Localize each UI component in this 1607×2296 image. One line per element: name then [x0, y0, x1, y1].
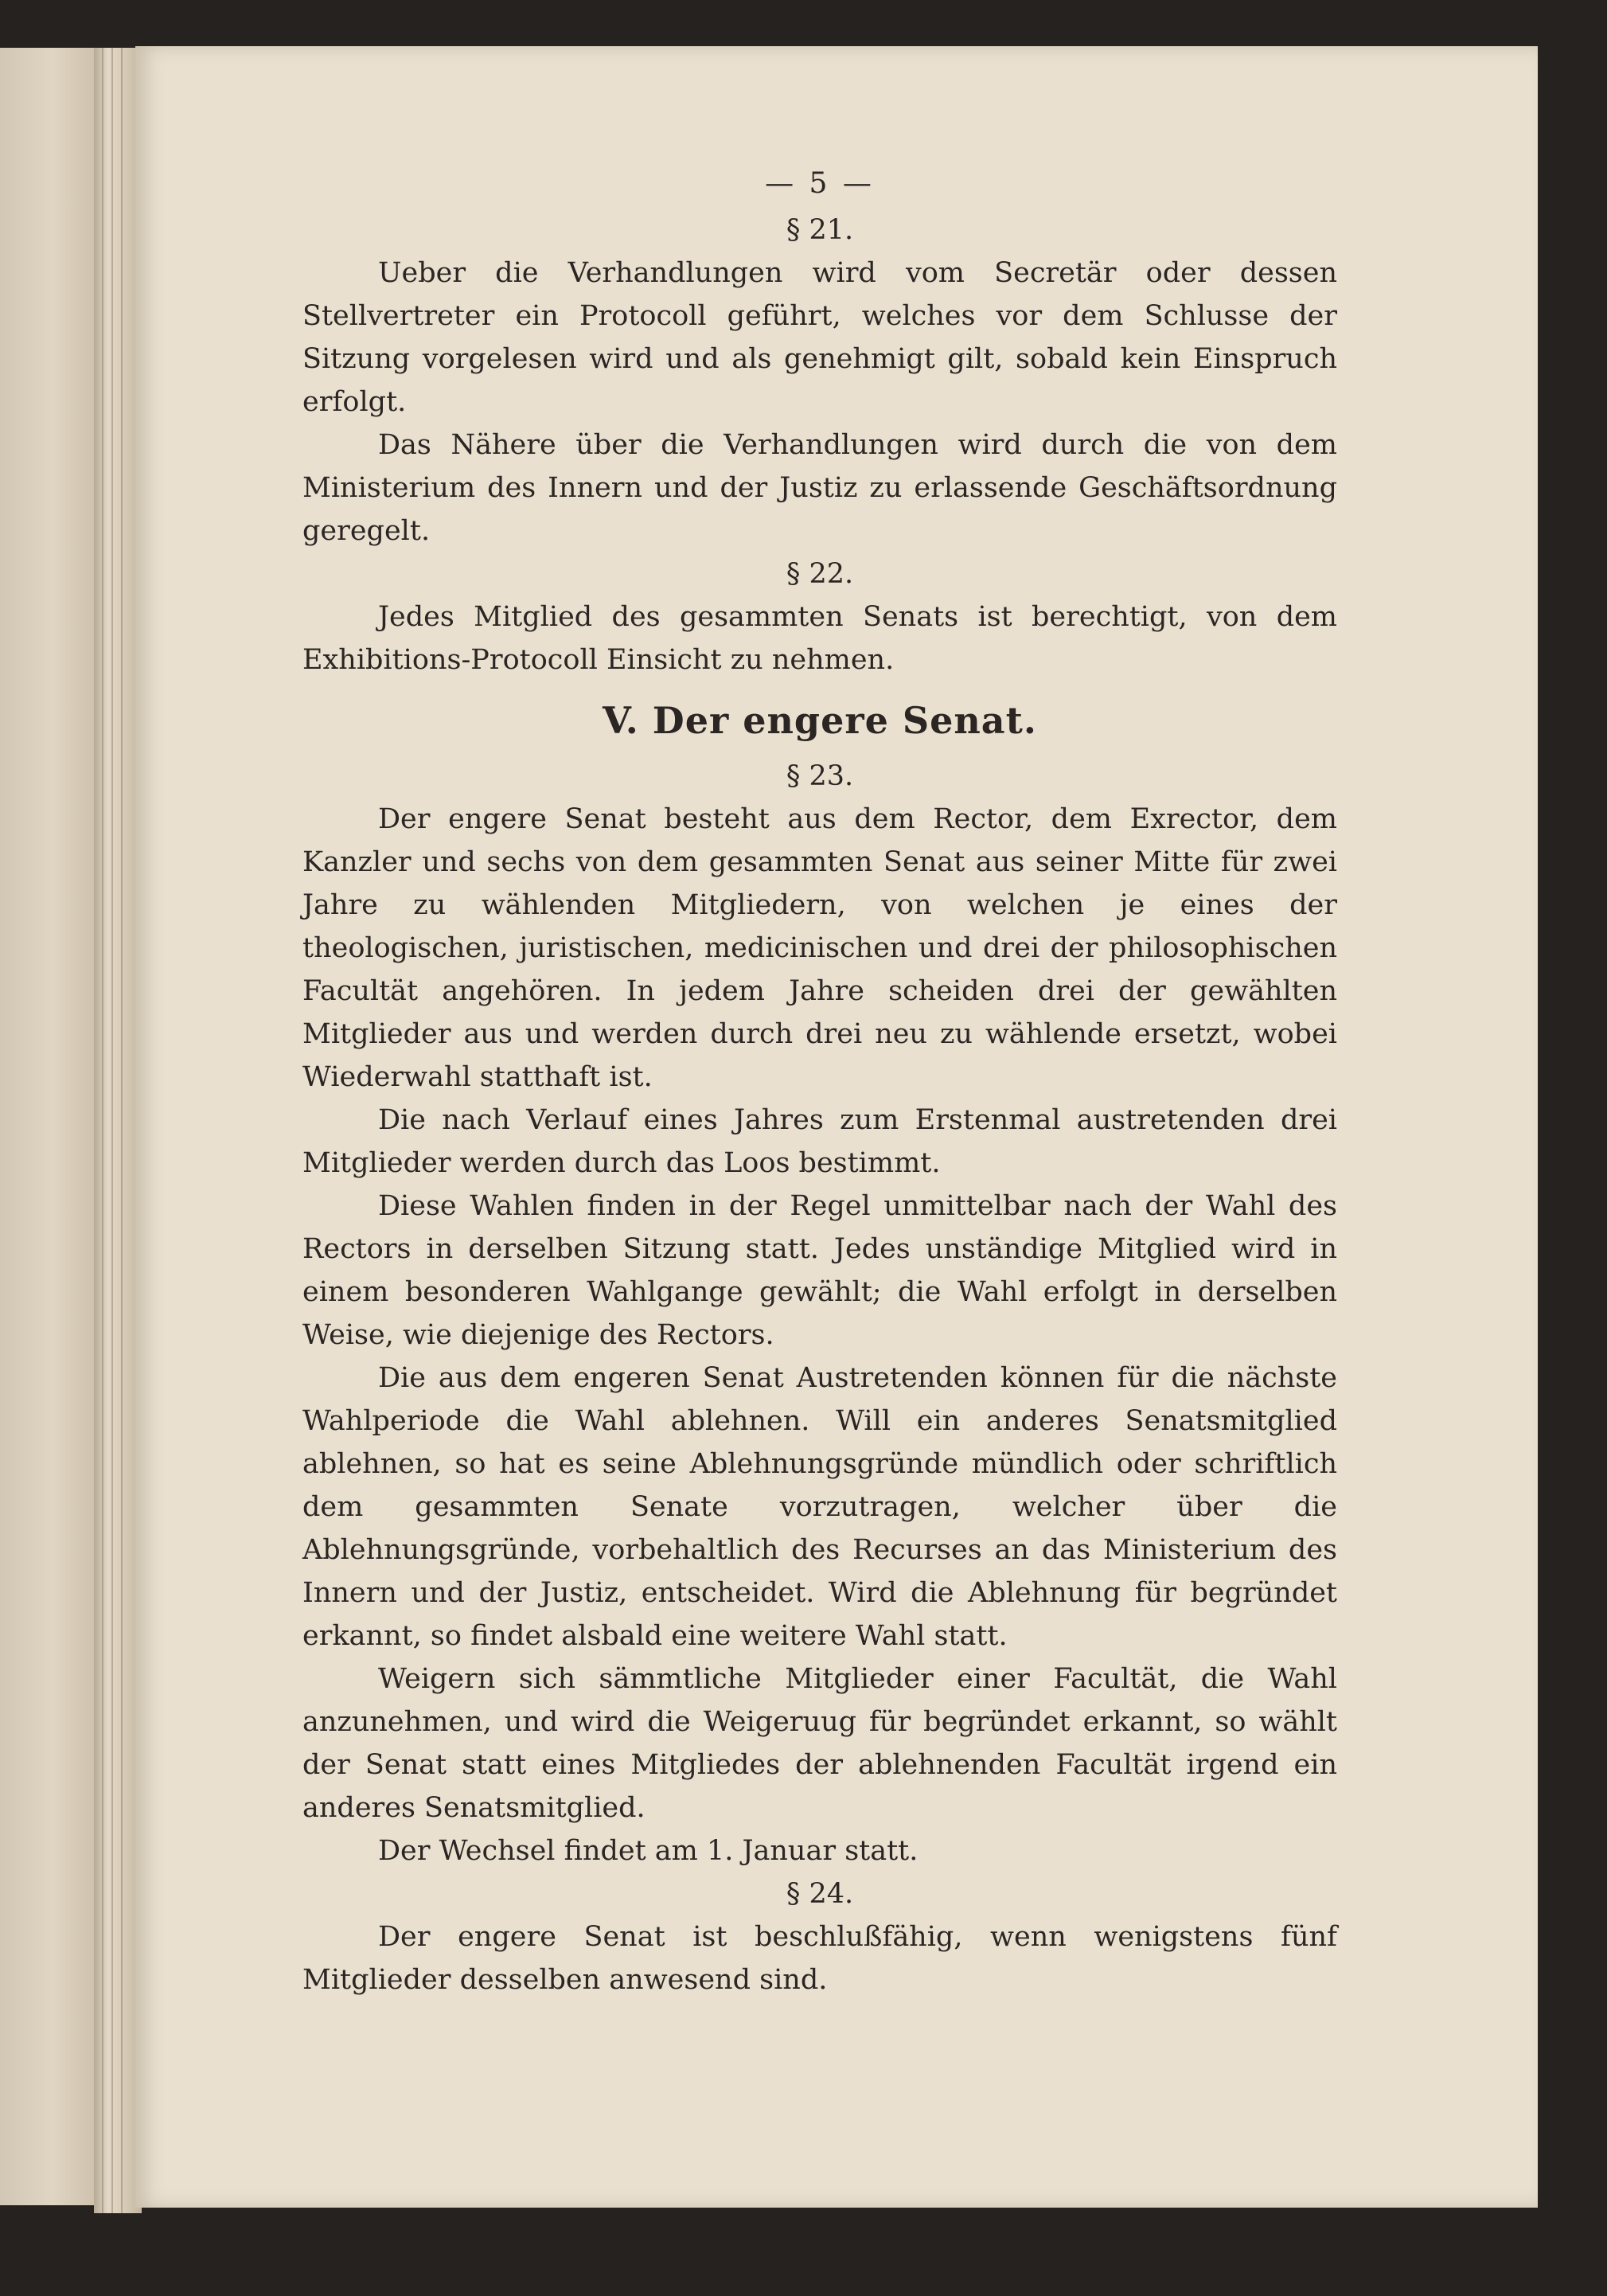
paragraph: Der engere Senat besteht aus dem Rector, dem Exrector, dem Kanzler und sechs von dem gesammten Senat aus seiner Mitte für zwei Jahre zu wählenden Mitgliedern, von welchen je eines der theologischen, juristischen, medicinischen und drei der philosophischen Facultät angehören. In jedem Jahre scheiden drei der gewählten Mitglieder aus und werden durch drei neu zu wählende ersetzt, wobei Wiederwahl statthaft ist. [302, 803, 1337, 1093]
paragraph: Das Nähere über die Verhandlungen wird durch die von dem Ministerium des Innern und der Justiz zu erlassende Geschäftsordnung geregelt. [302, 429, 1337, 547]
paragraph: Weigern sich sämmtliche Mitglieder einer Facultät, die Wahl anzunehmen, und wird die Weigeruug für begründet erkannt, so wählt der Senat statt eines Mitgliedes der ablehnenden Facultät irgend ein anderes Senatsmitglied. [302, 1663, 1337, 1824]
section-24 [302, 1872, 1337, 2001]
section-heading: § 21. [786, 214, 854, 246]
paragraph: Diese Wahlen finden in der Regel unmittelbar nach der Wahl des Rectors in derselben Sitzung statt. Jedes unständige Mitglied wird in einem besonderen Wahlgange gewählt; die Wahl erfolgt in derselben Weise, wie diejenige des Rectors. [302, 1190, 1337, 1351]
gutter-line [111, 48, 113, 2213]
section-heading: § 23. [786, 760, 854, 792]
page-text [302, 159, 1337, 2001]
left-page-edge [0, 48, 94, 2205]
section-heading: § 22. [786, 558, 854, 590]
section-22 [302, 553, 1337, 681]
paragraph: Jedes Mitglied des gesammten Senats ist berechtigt, von dem Exhibitions-Protocoll Einsicht zu nehmen. [302, 601, 1337, 676]
paragraph: Die aus dem engeren Senat Austretenden können für die nächste Wahlperiode die Wahl ablehnen. Will ein anderes Senatsmitglied ablehnen, so hat es seine Ablehnungsgründe mündlich oder schriftlich dem gesammten Senate vorzutragen, welcher über die Ablehnungsgründe, vorbehaltlich des Recurses an das Ministerium des Innern und der Justiz, entscheidet. Wird die Ablehnung für begründet erkannt, so findet alsbald eine weitere Wahl statt. [302, 1362, 1337, 1652]
section-heading: § 24. [786, 1878, 854, 1910]
paragraph: Ueber die Verhandlungen wird vom Secretär oder dessen Stellvertreter ein Protocoll geführt, welches vor dem Schlusse der Sitzung vorgelesen wird und als genehmigt gilt, sobald kein Einspruch erfolgt. [302, 257, 1337, 418]
section-21 [302, 209, 1337, 553]
chapter-title: V. Der engere Senat. [603, 699, 1037, 742]
book-gutter [94, 48, 142, 2213]
paragraph: Der engere Senat ist beschlußfähig, wenn wenigstens fünf Mitglieder desselben anwesend sind. [302, 1921, 1337, 1996]
paragraph: Die nach Verlauf eines Jahres zum Erstenmal austretenden drei Mitglieder werden durch das Loos bestimmt. [302, 1104, 1337, 1179]
gutter-line [102, 48, 103, 2213]
gutter-line [121, 48, 123, 2213]
page-number: — 5 — [765, 167, 875, 200]
section-23 [302, 755, 1337, 1872]
paragraph: Der Wechsel findet am 1. Januar statt. [378, 1835, 919, 1867]
